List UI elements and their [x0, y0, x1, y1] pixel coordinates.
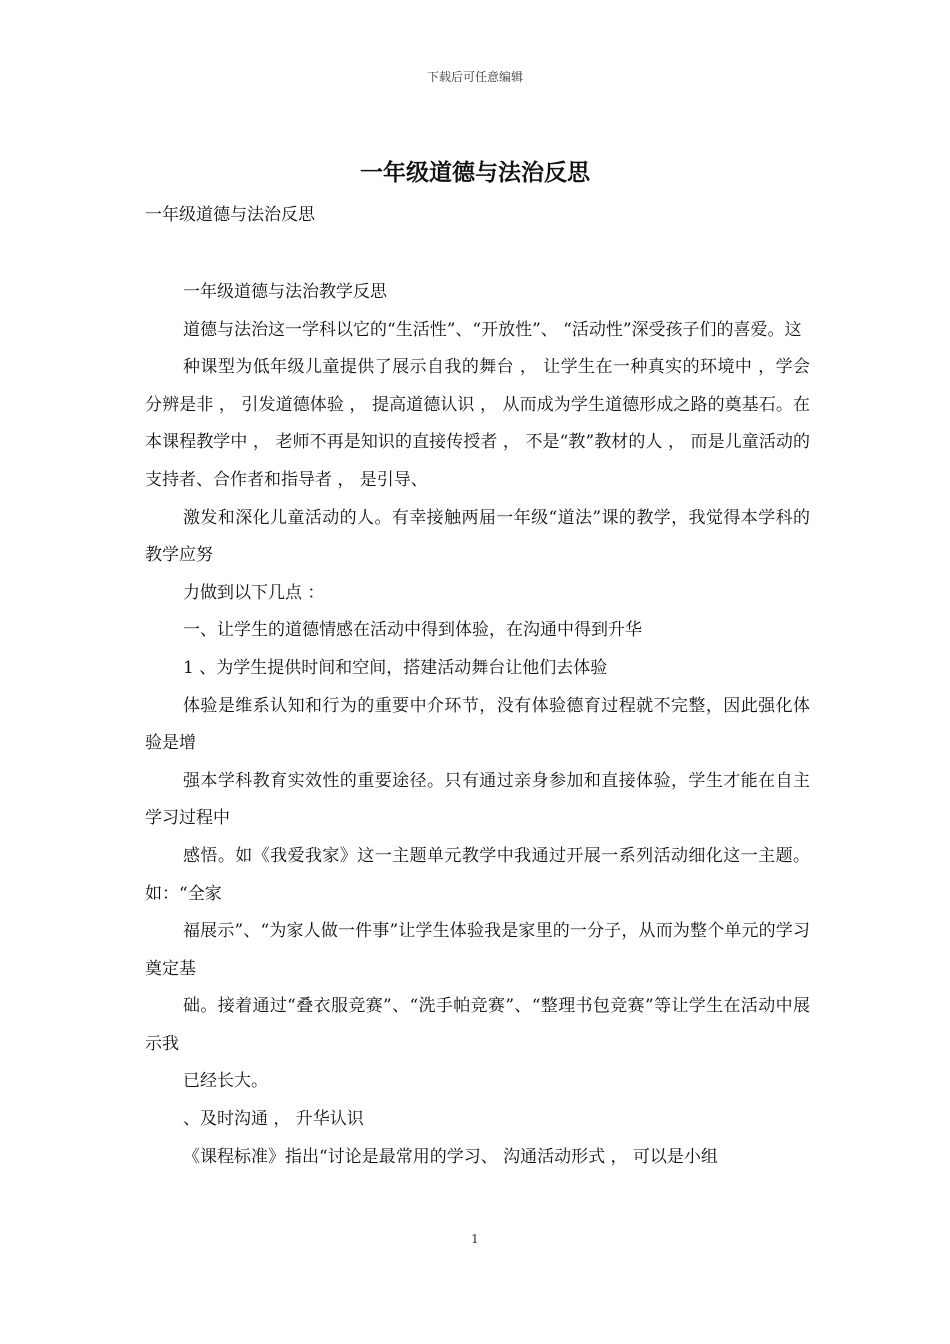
paragraph: 《课程标准》指出“讨论是最常用的学习、 沟通活动形式 ， 可以是小组 [183, 1146, 718, 1167]
paragraph: 一年级道德与法治教学反思 [183, 282, 387, 302]
subsection-heading: 1 、为学生提供时间和空间，搭建活动舞台让他们去体验 [183, 657, 608, 678]
document-subtitle: 一年级道德与法治反思 [145, 205, 315, 225]
section-heading: 一、让学生的道德情感在活动中得到体验，在沟通中得到升华 [183, 620, 642, 641]
paragraph: 种课型为低年级儿童提供了展示自我的舞台 ， 让学生在一种真实的环境中 ，学会分辨是非 ， 引发道德体验 ， 提高道德认识 ， 从而成为学生道德形成之路的奠基石。在本课程教学中 ， 老师不再是知识的直接传授者 ， 不是“教”教材的人 ， 而是儿童活动的支持者、合作者和指导者 ， 是引导、 [145, 357, 810, 490]
document-title: 一年级道德与法治反思 [360, 160, 590, 186]
subsection-heading: 、及时沟通 ， 升华认识 [183, 1109, 364, 1130]
document-body [145, 274, 810, 1176]
paragraph: 础。接着通过“叠衣服竞赛”、“洗手帕竞赛”、“整理书包竞赛”等让学生在活动中展示我 [145, 996, 810, 1054]
page-header-note: 下载后可任意编辑 [426, 70, 523, 84]
paragraph: 强本学科教育实效性的重要途径。只有通过亲身参加和直接体验，学生才能在自主学习过程中 [145, 770, 810, 829]
paragraph: 感悟。如《我爱我家》这一主题单元教学中我通过开展一系列活动细化这一主题。如：“全家 [145, 845, 810, 904]
paragraph: 福展示”、“为家人做一件事”让学生体验我是家里的一分子，从而为整个单元的学习奠定基 [145, 921, 810, 979]
paragraph: 已经长大。 [183, 1071, 268, 1092]
paragraph: 道德与法治这一学科以它的“生活性”、“开放性”、 “活动性”深受孩子们的喜爱。这 [183, 319, 802, 340]
page-number: 1 [471, 1232, 479, 1246]
paragraph: 激发和深化儿童活动的人。有幸接触两届一年级“道法”课的教学，我觉得本学科的教学应努 [145, 507, 810, 566]
paragraph: 力做到以下几点 ： [183, 582, 325, 603]
paragraph: 体验是维系认知和行为的重要中介环节，没有体验德育过程就不完整，因此强化体验是增 [145, 695, 810, 754]
